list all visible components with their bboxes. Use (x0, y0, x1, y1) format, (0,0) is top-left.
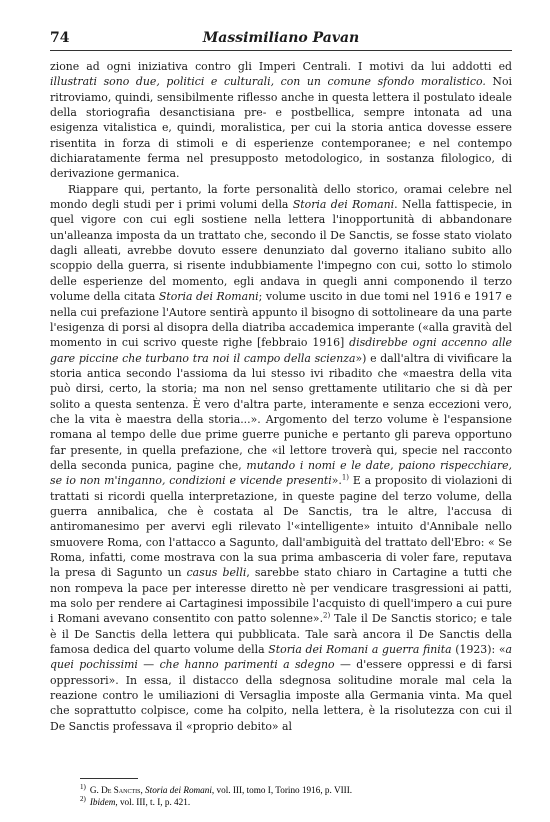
footnote-list (50, 784, 512, 808)
text-run: ». (331, 474, 342, 488)
text-run: (1923): « (451, 643, 506, 657)
paragraph (50, 182, 512, 734)
footnote-mark: 1) (80, 782, 86, 791)
text-run: . Nella fattispecie, in quel vigore con cui egli sostiene nella lettera l'inopportunità di abbandonare un'alleanza imposta da un trattato che, secondo il De Sanctis, se fosse stato violato dagli alleati, avrebbe dovuto essere denunziato dal governo italiano subito allo scoppio della guerra, si risente indubbiamente l'impegno con cui, sotto lo stimolo delle esperienze del momento, egli andava in quegli anni componendo il terzo volume della citata (50, 198, 512, 304)
smallcaps-text: De Sanctis (101, 785, 141, 795)
text-run: zione ad ogni iniziativa contro gli Imperi Centrali. I motivi da lui addotti ed (50, 60, 512, 73)
footnote (50, 796, 512, 808)
text-run: Tale il De Sanctis storico; e tale è il De Sanctis della lettera qui pubblicata. Tale sarà ancora il De Sanctis della famosa dedica del quarto volume della (50, 612, 512, 657)
page-number: 74 (50, 30, 70, 46)
italic-text: Ibidem (89, 797, 116, 807)
text-run: , vol. III, tomo I, Torino 1916, p. VIII. (211, 785, 353, 795)
italic-text: che hanno parimenti a sdegno (159, 658, 335, 672)
italic-text: illustrati sono due, politici e culturali, con un comune sfondo moralistico. (50, 75, 486, 89)
footnote-reference[interactable]: 1) (341, 473, 350, 482)
footnotes (50, 778, 512, 808)
italic-text: disdirebbe ogni accenno alle gare piccine che turbano tra noi il campo della scienza (50, 336, 513, 365)
italic-text: a quei pochissimi (50, 643, 512, 672)
italic-text: Storia dei Romani (145, 785, 212, 795)
text-run: , (140, 785, 146, 795)
page-header (50, 30, 512, 51)
text-run: — d'essere oppressi e di farsi oppressori». In essa, il distacco della sdegnosa solitudine morale mal cela la reazione contro le umiliazioni di Versaglia imposte alla Germania vinta. Ma quel che soprattutto colpisce, come ha colpito, nella lettera, è la risolutezza con cui il De Sanctis professava il «proprio debito» al (50, 658, 512, 733)
paragraph (50, 59, 512, 182)
text-run: , sarebbe stato chiaro in Cartagine a tutti che non rompeva la pace per interesse diretto nè per vendicare trasgressioni ai patti, ma solo per rendere ai Cartaginesi impossibile l'acquisto di quell'impero a cui pure i Romani avevano consentito con patto solenne». (50, 566, 512, 626)
text-run: Noi ritroviamo, quindi, sensibilmente riflesso anche in questa lettera il postulato ideale della storiografia desanctisiana pre- e postbellica, sempre intonata ad una esigenza vitalistica e, quindi, moralistica, per cui la storia antica dovesse essere risentita in forza di stimoli e di esperienze contemporanee; e nel contempo dichiaratamente ferma nel presupposto metodologico, in sostanza filologico, di derivazione germanica. (50, 75, 512, 181)
body-text (50, 59, 512, 734)
text-run: — (137, 658, 160, 672)
footnote-reference[interactable]: 2) (323, 611, 331, 620)
text-run: , vol. III, t. I, p. 421. (115, 797, 191, 807)
text-run: E a proposito di violazioni di trattati si ricordi quella interpretazione, in queste pagine del terzo volume, della guerra annibalica, che è costata al De Sanctis, tra le altre, l'accusa di antiromanesimo per avervi egli rilevato l'«intelligente» intuito d'Annibale nello smuovere Roma, con l'attacco a Sagunto, dall'ambiguità del trattato dell'Ebro: « Se Roma, infatti, come mostrava con la sua prima ambasceria di voler fare, reputava la presa di Sagunto un (50, 474, 512, 580)
italic-text: mutando i nomi e le date, paiono rispecchiare, se io non m'inganno, condizioni e vicende presenti (50, 458, 512, 488)
italic-text: Storia dei Romani a guerra finita (268, 643, 452, 657)
footnote (50, 784, 512, 796)
footnote-rule (80, 778, 138, 779)
text-run: ») e dall'altra di vivificare la storia antica secondo l'assioma da lui stesso ivi ribadito che «maestra della vita può dirsi, certo, la storia; ma non nel senso grettamente utilitario che si dà per solito a questa sentenza. È vero d'altra parte, interamente e senza eccezioni vero, che la vita è maestra della storia...». Argomento del terzo volume è l'espansione romana al tempo delle due prime guerre puniche e pertanto gli pareva opportuno far presente, in quella prefazione, che «il lettore troverà qui, specie nel racconto della seconda punica, pagine che, (50, 351, 512, 472)
running-title: Massimiliano Pavan (202, 30, 360, 46)
italic-text: Storia dei Romani (158, 290, 259, 304)
italic-text: casus belli (186, 566, 247, 580)
text-run: Riappare qui, pertanto, la forte personalità dello storico, oramai celebre nel mondo degli studi per i primi volumi della (50, 182, 512, 212)
text-run: ; volume uscito in due tomi nel 1916 e 1917 e nella cui prefazione l'Autore sentirà appunto il bisogno di sottolineare da una parte l'esigenza di porsi al disopra della diatriba accademica imperante («alla gravità del momento in cui scrivo queste righe [febbraio 1916] (50, 290, 512, 350)
footnote-mark: 2) (80, 794, 86, 803)
text-run: G. (89, 785, 102, 795)
italic-text: Storia dei Romani (292, 198, 395, 212)
